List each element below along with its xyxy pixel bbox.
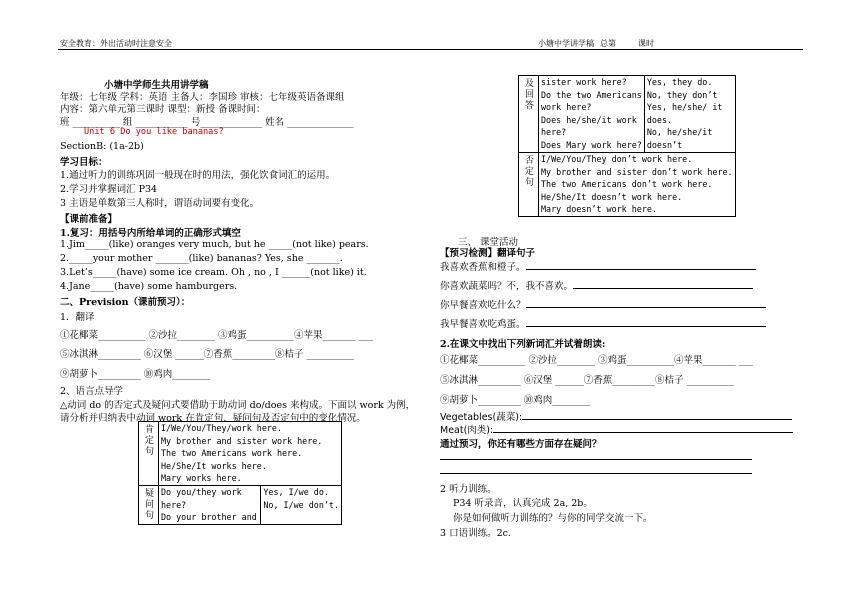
grammar-text-1: △动词 do 的否定式及疑问式要借助于助动词 do/does 来构成。下面以 work 为例， [60, 400, 416, 411]
vocab-row-2: ⑤冰淇淋_________ ⑥汉堡 ______⑦香蕉_________⑧桔子 __________ [60, 349, 355, 360]
sentence-2: 你喜欢蔬菜吗？不，我不喜欢。 [440, 278, 753, 292]
neg-line-5: Mary doesn’t work here. [541, 204, 657, 215]
question-prompt: 通过预习，你还有哪些方面存在疑问？ [440, 439, 602, 450]
grammar-table-left [138, 421, 342, 525]
sentence-1: 我喜欢香蕉和橙子。 [440, 259, 756, 273]
qa-question-6: Does Mary work here? [541, 139, 642, 150]
qa-question-3: work here? [541, 102, 592, 113]
vocab-row-3: ⑨胡萝卜_________ ⑩鸡肉________ [60, 369, 211, 380]
grammar-text-2: 请分析并归纳表中动词 work 在肯定句、疑问句及否定句中的变化情况。 [60, 413, 366, 424]
listen-title: 2 听力训练。 [440, 484, 497, 495]
header-period: 课时 [638, 39, 654, 48]
qa-answer-2: No, they don’t [646, 89, 718, 100]
qa-question-2: Do the two Americans [541, 89, 642, 100]
qa-label-cell [519, 76, 539, 153]
neg-label: 否定句 [523, 155, 533, 188]
affirm-line-3: The two Americans work here. [161, 448, 303, 459]
sentence-3: 你早餐喜欢吃什么？ [440, 297, 766, 311]
find-words-title: 2.在课文中找出下列新词汇并试着朗读: [440, 339, 606, 350]
info-line-3: 班 __________ 组 ___________ 号_____________ 姓名 ______________ [60, 117, 354, 128]
affirm-line-2: My brother and sister work here. [161, 435, 323, 446]
info-line-1: 年级：七年级 学科：英语 主备人：李国珍 审核：七年级英语备课组 [60, 92, 345, 103]
exercise-2: 2._____your mother _______(like) bananas? Yes, she _______. [60, 253, 343, 264]
right-vocab-row-1: ①花椰菜__________ ②沙拉________ ③鸡蛋__________④苹果_______ ___ [440, 355, 754, 366]
neg-line-1: I/We/You/They don’t work here. [541, 154, 693, 164]
answer-line-1: Yes, I/we do. [263, 486, 329, 497]
question-label: 疑问句 [143, 487, 153, 521]
exercise-1: 1.Jim_____(like) oranges very much, but he _____(not like) pears. [60, 239, 369, 250]
goal-1: 1.通过听力的训练巩固一般现在时的用法，强化饮食词汇的运用。 [60, 170, 336, 181]
question-label-cell [139, 485, 159, 524]
listen-task-1: P34 听录音，认真完成 2a, 2b。 [453, 498, 593, 509]
question-line-1: Do you/they work [161, 486, 242, 497]
neg-line-2: My brother and sister don’t work here. [541, 166, 733, 177]
affirm-label-cell [139, 422, 159, 486]
qa-answer-cell [644, 76, 735, 153]
neg-line-3: The two Americans don’t work here. [541, 179, 713, 190]
qa-answer-4: does. [646, 114, 673, 125]
qa-label: 及回答 [523, 78, 533, 111]
header-left: 安全教育：外出活动时注意安全 [60, 39, 172, 48]
qa-question-5: here? [541, 127, 567, 138]
neg-label-cell [519, 153, 539, 217]
answer-line-b [440, 466, 752, 477]
goal-2: 2.学习并掌握词汇 P34 [60, 184, 158, 195]
affirm-cell [159, 422, 342, 486]
header-school: 小塘中学讲学稿 [538, 39, 594, 48]
prevision-title: 二、Prevision（课前预习）： [60, 297, 191, 308]
section-label: SectionB: (1a-2b) [60, 141, 144, 152]
question-line-2: here? [161, 499, 187, 510]
qa-answer-3: Yes, he/she/ it [646, 102, 723, 113]
right-vocab-row-2: ⑤冰淇淋_________ ⑥汉堡 ______⑦香蕉_________⑧桔子 __________ [440, 375, 735, 386]
translate-label: 1．翻译 [60, 312, 95, 323]
exercise-4: 4.Jane_____(have) some hamburgers. [60, 281, 238, 292]
goal-3: 3 主语是单数第三人称时，谓语动词要有变化。 [60, 198, 260, 209]
sentence-4: 我早餐喜欢吃鸡蛋。 [440, 316, 766, 330]
affirm-line-1: I/We/You/They/work here. [161, 423, 283, 433]
neg-line-4: He/She/It doesn’t work here. [541, 191, 683, 202]
answer-line-2: No, I/we don’t. [263, 499, 339, 510]
qa-answer-5: No, he/she/it [646, 127, 713, 138]
listen-task-2: 你是如何做听力训练的？与你的同学交流一下。 [453, 513, 653, 524]
info-line-2: 内容：第六单元第三课时 课型：新授 备课时间： [60, 104, 266, 115]
unit-title: Unit 6 Do you like bananas? [84, 127, 224, 137]
grammar-title: 2、语言点导学 [60, 386, 124, 397]
qa-question-1: sister work here? [541, 77, 627, 87]
prep-title: 【课前准备】 [60, 214, 118, 225]
header-total: 总第 [600, 39, 616, 48]
vegetables-line: Vegetables(蔬菜): [440, 409, 792, 423]
question-line-3: Do your brother and [161, 512, 257, 523]
preview-check-title: 【预习检测】翻译句子 [440, 248, 536, 259]
qa-answer-6: doesn’t [646, 139, 683, 150]
qa-question-cell [539, 76, 645, 153]
review-label: 1.复习：用括号内所给单词的正确形式填空 [60, 228, 241, 239]
doc-title: 小塘中学师生共用讲学稿 [104, 80, 209, 91]
qa-answer-1: Yes, they do. [646, 77, 713, 87]
qa-question-4: Does he/she/it work [541, 114, 637, 125]
answer-line-a [440, 452, 752, 463]
question-cell [159, 485, 261, 524]
exercise-3: 3.Let’s_____(have) some ice cream. Oh , no , I ______(not like) it. [60, 267, 367, 278]
affirm-line-5: Mary works here. [161, 473, 242, 484]
answer-cell [261, 485, 342, 524]
activity-title: 三、 课堂活动 [458, 237, 519, 248]
neg-cell [539, 153, 736, 217]
goals-title: 学习目标： [60, 157, 108, 168]
affirm-label: 肯定句 [143, 424, 153, 457]
grammar-table-right [518, 75, 736, 217]
oral-title: 3 口语训练。2c. [440, 528, 511, 539]
affirm-line-4: He/She/It works here. [161, 460, 267, 471]
vocab-row-1: ①花椰菜__________ ②沙拉________ ③鸡蛋__________④苹果_______ ___ [60, 330, 374, 341]
header-rule [58, 49, 803, 50]
meat-line: Meat(肉类): [440, 422, 793, 436]
right-vocab-row-3: ⑨胡萝卜_________ ⑩鸡肉________ [440, 395, 591, 406]
